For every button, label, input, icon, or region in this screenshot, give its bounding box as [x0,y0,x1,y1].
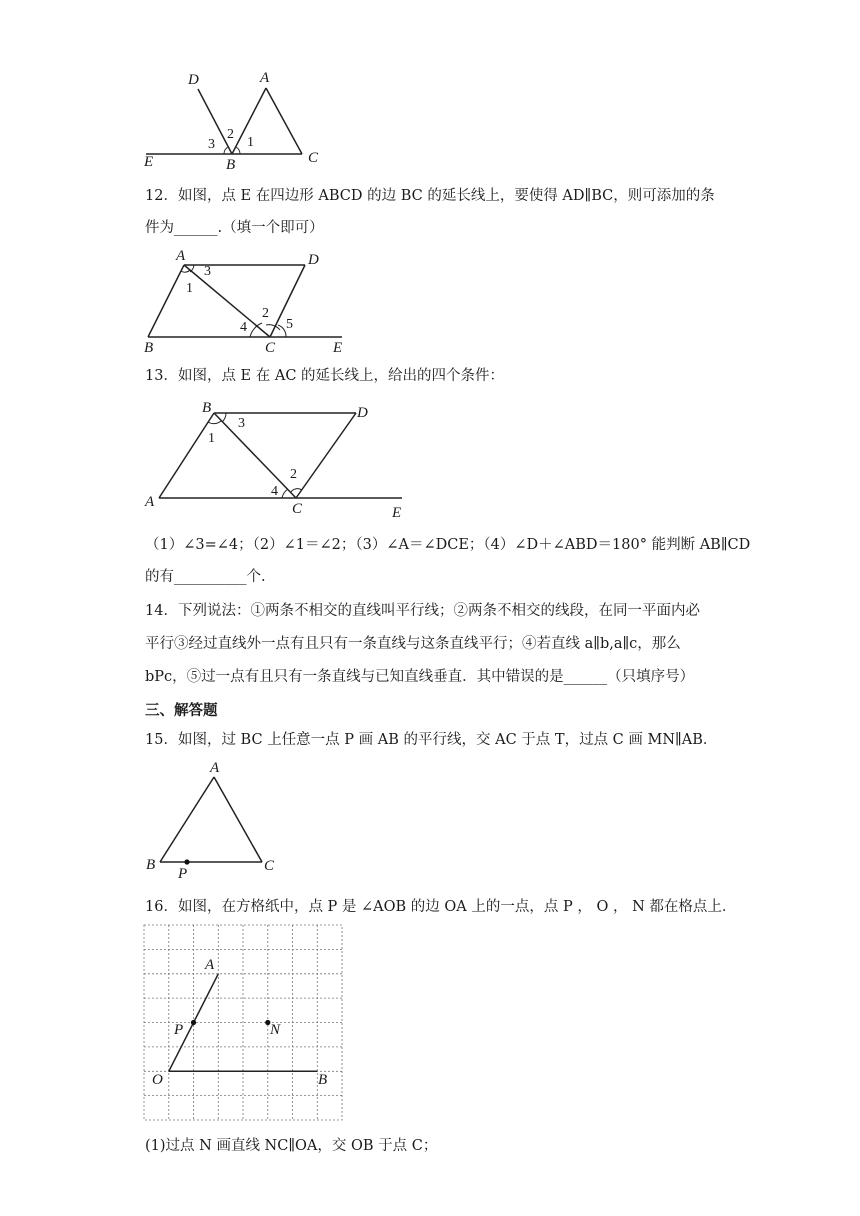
point-label-b: B [202,400,212,416]
question-16-sub-1: (1)过点 N 画直线 NC∥OA，交 OB 于点 C； [145,1138,438,1154]
question-13-line-1: 13．如图，点 E 在 AC 的延长线上，给出的四个条件： [145,368,505,384]
point-label-p: P [174,1022,184,1038]
question-12-line-1: 12．如图，点 E 在四边形 ABCD 的边 BC 的延长线上，要使得 AD∥BC，则可添加的条 [145,188,715,204]
point-label-e: E [392,505,402,521]
point-label-a: A [205,957,215,973]
angle-label-3: 3 [208,137,215,152]
point-label-b: B [226,157,236,173]
angle-label-4: 4 [240,320,247,335]
point-label-a: A [145,494,155,510]
point-label-a: A [260,70,270,86]
point-label-p: P [178,866,188,882]
angle-label-3: 3 [238,416,245,431]
point-label-o: O [152,1072,163,1088]
point-label-d: D [357,405,368,421]
angle-label-2: 2 [290,467,297,482]
angle-label-1: 1 [247,135,254,150]
question-14-line-3: bPc，⑤过一点有且只有一条直线与已知直线垂直．其中错误的是______（只填序号） [145,669,695,685]
question-12-line-2: 件为______.（填一个即可） [145,220,324,236]
question-13-line-3: 的有__________个. [145,569,266,585]
point-label-e: E [144,154,154,170]
point-label-a: A [210,760,220,776]
point-label-c: C [308,150,319,166]
angle-label-5: 5 [286,317,293,332]
angle-label-2: 2 [227,127,234,142]
angle-label-3: 3 [204,264,211,279]
angle-label-1: 1 [186,281,193,296]
point-label-c: C [264,858,275,874]
point-label-c: C [265,340,276,356]
angle-label-1: 1 [208,431,215,446]
point-label-b: B [144,340,154,356]
question-16-line-1: 16．如图，在方格纸中，点 P 是 ∠AOB 的边 OA 上的一点，点 P ， O ， N 都在格点上． [145,899,737,915]
section-title: 三、解答题 [145,703,218,719]
point-label-d: D [308,252,319,268]
point-label-e: E [333,340,343,356]
point-label-n: N [270,1022,281,1038]
question-14-line-1: 14．下列说法：①两条不相交的直线叫平行线；②两条不相交的线段，在同一平面内必 [145,603,700,619]
point-label-b: B [318,1072,328,1088]
point-label-b: B [146,857,156,873]
angle-label-2: 2 [262,306,269,321]
question-13-line-2: （1）∠3=∠4；（2）∠1＝∠2；（3）∠A＝∠DCE；（4）∠D＋∠ABD＝180° 能判断 AB∥CD [145,537,751,553]
point-label-a: A [176,248,186,264]
question-15-line-1: 15．如图，过 BC 上任意一点 P 画 AB 的平行线，交 AC 于点 T，过点 C 画 MN∥AB． [145,732,718,748]
point-label-d: D [188,72,199,88]
angle-label-4: 4 [271,484,278,499]
question-14-line-2: 平行③经过直线外一点有且只有一条直线与这条直线平行；④若直线 a∥b,a∥c，那么 [145,636,681,652]
point-label-c: C [292,501,303,517]
